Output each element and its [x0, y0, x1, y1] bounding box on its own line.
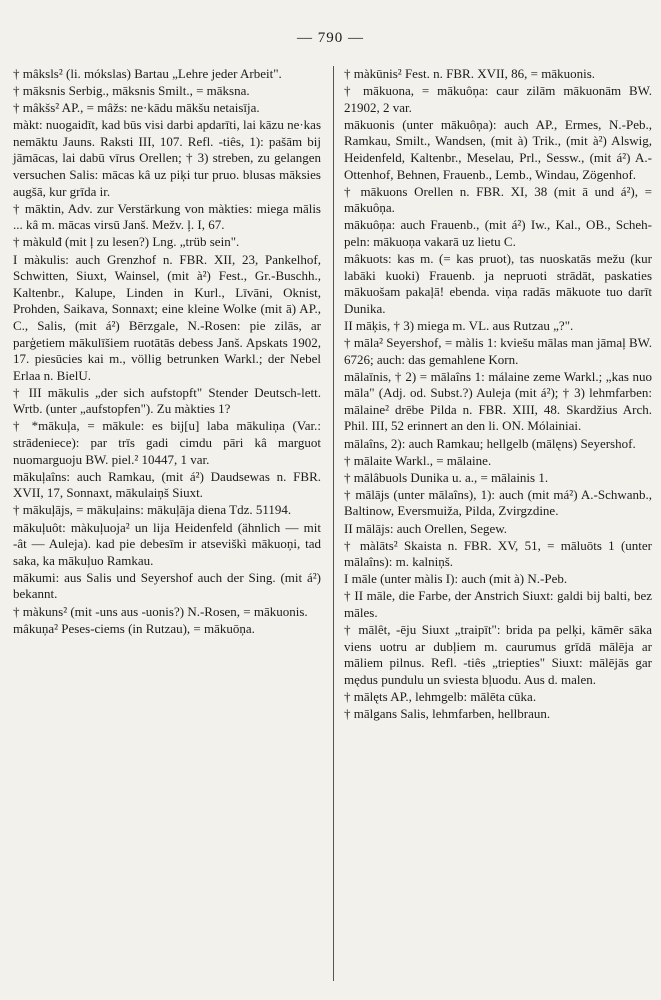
dictionary-entry: mālaīnis, † 2) = mālaîns 1: málaine zeme Warkl.; „kas nuo māla" (Adj. od. Subst.?) Auleja (mit á²); † 3) lehmfarben: mālaine² drēbe Pilda n. FBR. XIII, 48. Skardžius Arch. Phil. III, 52 erinnert an den li. ON. Mólainiai. [344, 368, 652, 434]
dictionary-entry: I màkulis: auch Grenzhof n. FBR. XII, 23, Pankelhof, Schwitten, Siuxt, Wainsel, (mit à²) Fest., Gr.-Buschh., Kaltenbr., Kalupe, Linden in Kurl., Līvāni, Oknist, Prohden, Saikava, Sonnaxt; eine kleine Wolke (mit ā) AP., C., Salis, (mit á²) Bērzgale, N.-Rosen: pie zilās, ar parģetiem mākulīšiem ruotātās debess Janš. Apskats 1902, 17. piesūcies kai m., völlig betrunken Warkl.; der Nebel Erlaa n. BielU. [13, 251, 321, 383]
dictionary-entry: mākuļaîns: auch Ramkau, (mit á²) Daudsewas n. FBR. XVII, 17, Sonnaxt, mākulaiņš Siuxt. [13, 468, 321, 501]
dictionary-entry: † II māle, die Farbe, der Anstrich Siuxt: galdi bij balti, bez māles. [344, 588, 652, 620]
dictionary-entry: † mâkšs² AP., = mâžs: ne·kādu mākšu netaisīja. [13, 100, 260, 116]
dictionary-entry: mākuļuôt: màkuļuoja² un lija Heidenfeld (ähnlich — mit -ât — Auleja). kad pie debesīm ir atseviškì mākuoņi, tad saka, ka mākuļuo Ramkau. [13, 519, 321, 568]
dictionary-entry: mākumi: aus Salis und Seyershof auch der Sing. (mit á²) bekannt. [13, 569, 321, 602]
dictionary-entry: † mālaite Warkl., = mālaine. [344, 452, 492, 468]
dictionary-entry: † màkūnis² Fest. n. FBR. XVII, 86, = mākuonis. [344, 66, 596, 81]
dictionary-entry: mākuonis (unter mākuôņa): auch AP., Ermes, N.-Peb., Ramkau, Smilt., Wandsen, (mit à) Trik., (mit à²) Alswig, Heidenfeld, Kaltenbr., Meselau, Prl., Sessw., (mit á²) A.-Ottenhof, Behnen, Frauenb., Lemb., Windau, Zögenhof. [344, 116, 652, 182]
dictionary-entry: màkt: nuogaidīt, kad būs visi darbi apdarīti, lai kāzu ne·kas nemāktu Jauns. Raksti III, 107. Refl. -tiês, 1): pašām bij jāmācas, lai dabū vīrus Orellen; † 3) streben, zu gelangen versuchen Salis: mācas kâ uz piķi tur pruo. blusas māksies augšā, kur grīda ir. [13, 117, 321, 199]
dictionary-entry: † III mākulis „der sich aufstopft" Stender Deutsch-lett. Wrtb. (unter „aufstopfen"). Zu màkties 1? [13, 384, 321, 417]
dictionary-entry: † māktin, Adv. zur Verstärkung von màkties: miega mālis ... kâ m. mācas virsū Janš. Mežv. ļ. I, 67. [13, 200, 321, 233]
dictionary-entry: † mālājs (unter mālaîns), 1): auch (mit má²) A.-Schwanb., Baltinow, Eversmuiža, Pilda, Zvirgzdine. [344, 486, 652, 519]
dictionary-entry: † mākuona, = mākuôņa: caur zilām mākuonām BW. 21902, 2 var. [344, 83, 652, 115]
dictionary-entry: † *mākuļa, = mākule: es bij[u] laba mākuliņa (Var.: strādeniece): par trīs gadi cimdu pāri kâ marguot nuomarguoju BW. piel.² 10447, 1 var. [13, 418, 321, 467]
dictionary-entry: mākuôņa: auch Frauenb., (mit á²) Iw., Kal., OB., Schehpeln: mākuoņa vakarā uz lietu C. [344, 217, 652, 249]
dictionary-entry: † māla² Seyershof, = màlis 1: kviešu mālas man jāmaļ BW. 6726; auch: das gemahlene Korn. [344, 335, 652, 367]
dictionary-entry: † māksnis Serbig., māksnis Smilt., = māksna. [13, 83, 250, 99]
dictionary-entry: II māķis, † 3) miega m. VL. aus Rutzau „?". [344, 317, 574, 333]
page-number: — 790 — [297, 30, 364, 46]
dictionary-entry: mâkuņa² Peses-ciems (in Rutzau), = mākuōņa. [13, 620, 255, 636]
dictionary-entry: † màkuns² (mit -uns aus -uonis?) N.-Rosen, = mākuonis. [13, 603, 308, 619]
dictionary-entry: † mālâbuols Dunika u. a., = mālainis 1. [344, 469, 549, 485]
dictionary-entry: † màkulđ (mit ļ zu lesen?) Lng. „trüb sein". [13, 234, 240, 250]
dictionary-entry: † mākuons Orellen n. FBR. XI, 38 (mit ā und á²), = mākuôņa. [344, 183, 652, 216]
column-divider [333, 66, 334, 981]
dictionary-entry: mâkuots: kas m. (= kas pruot), tas nuoskatās mežu (kur labāki kuoki) Frauenb. ja nepruoti strādāt, paskaties mākuošam pakaļā! ebenda. viņa radās mākuote tuo darīt Dunika. [344, 251, 652, 316]
dictionary-entry: mālaîns, 2): auch Ramkau; hellgelb (mālęns) Seyershof. [344, 435, 636, 451]
dictionary-entry: † mālgans Salis, lehmfarben, hellbraun. [344, 706, 551, 722]
dictionary-entry: † mâksls² (li. mókslas) Bartau „Lehre jeder Arbeit". [13, 66, 282, 81]
left-column [13, 66, 321, 638]
dictionary-entry: † mākuļājs, = mākuļains: mākuļāja diena Tdz. 51194. [13, 502, 292, 518]
dictionary-entry: † màlāts² Skaista n. FBR. XV, 51, = māluōts 1 (unter mālaîns): m. kalniņš. [344, 537, 652, 570]
dictionary-entry: † mālęts AP., lehmgelb: mālēta cūka. [344, 688, 537, 704]
dictionary-entry: † mālêt, -ēju Siuxt „traipīt": brida pa pelķi, kāmēr sāka viens uotru ar dubļiem m. caurumus grīdā mālēja ar māliem pilnus. Refl. -tiês „triepties" Siuxt: mālējās gar mędus pundulu un sviesta bļuodu. Aus d. malen. [344, 622, 652, 687]
dictionary-entry: I māle (unter màlis I): auch (mit à) N.-Peb. [344, 571, 568, 587]
dictionary-entry: II mālājs: auch Orellen, Segew. [344, 520, 508, 536]
right-column [344, 66, 652, 723]
